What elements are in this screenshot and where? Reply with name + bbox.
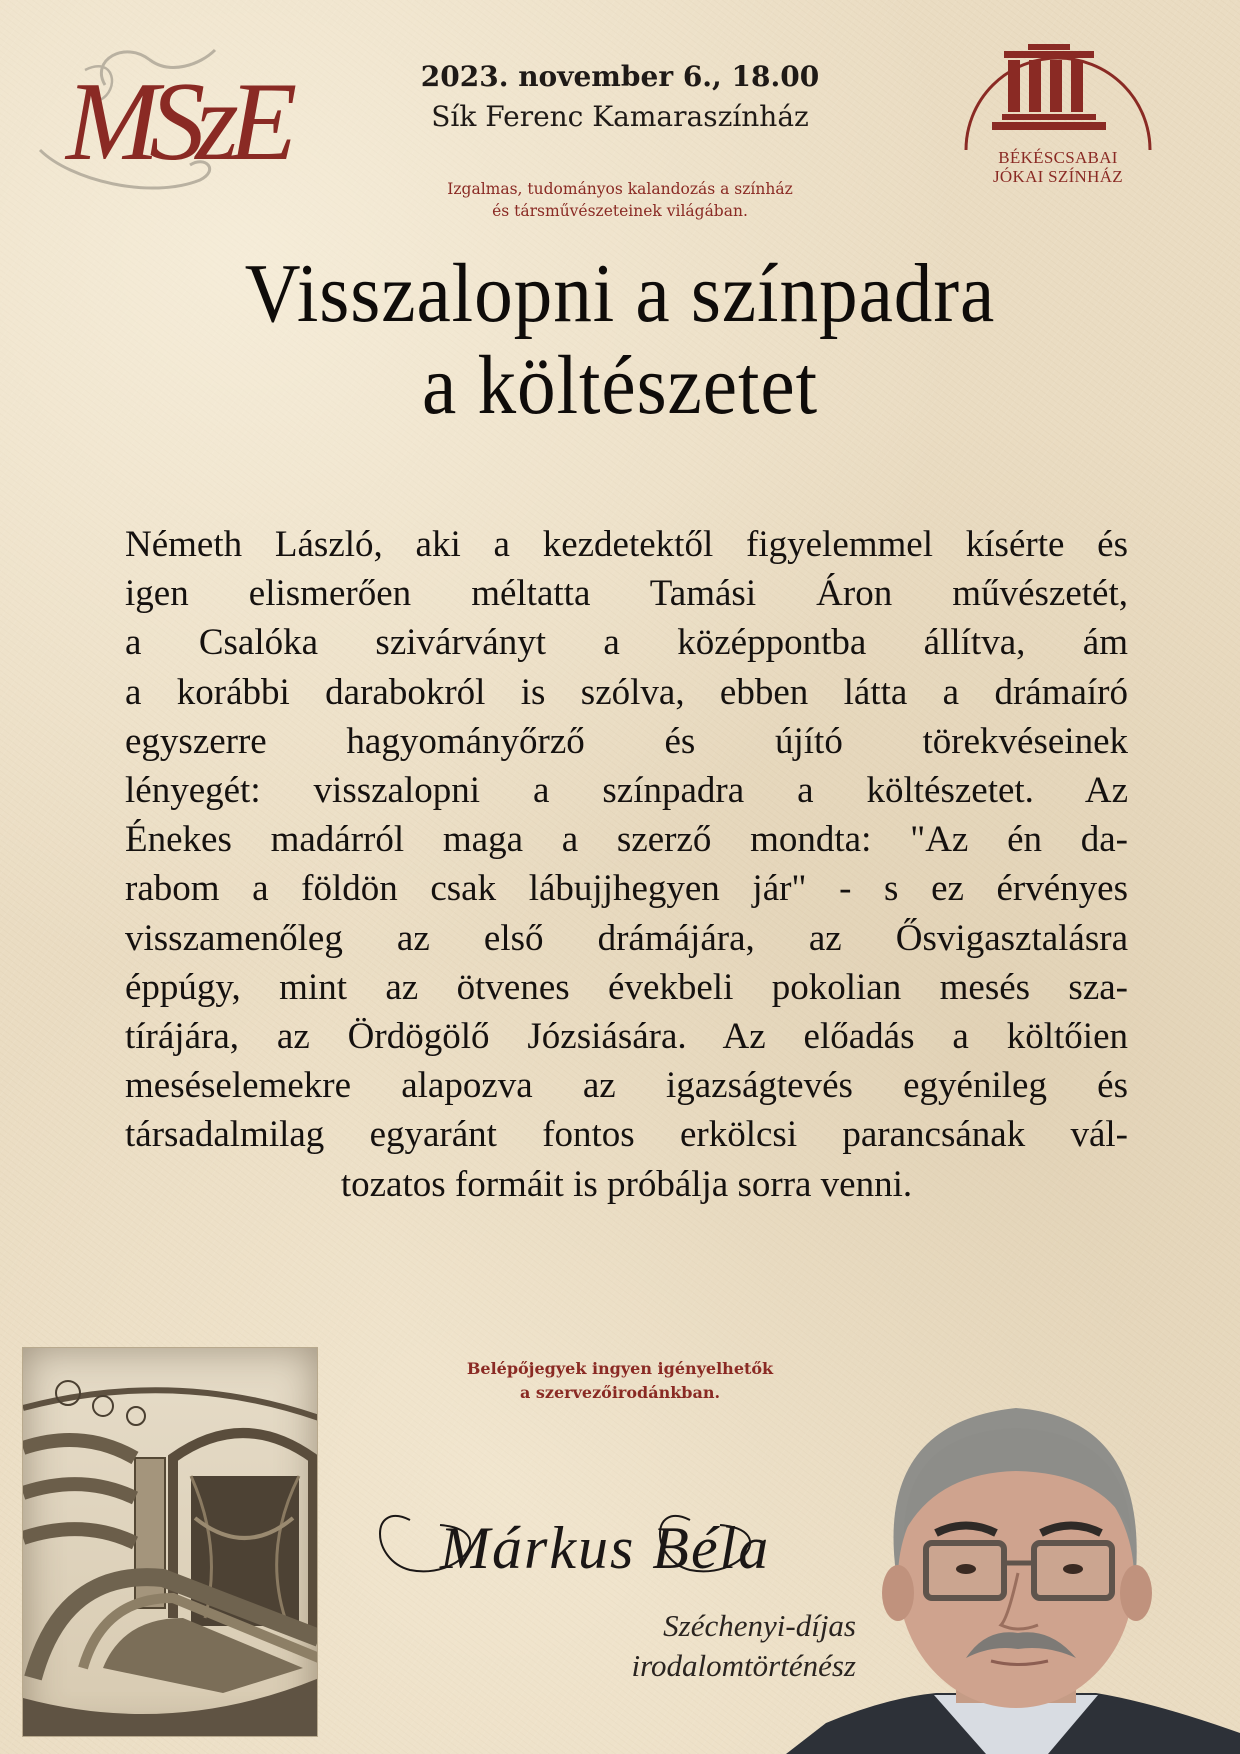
description-line: tozatos formáit is próbálja sorra venni. [340,1163,913,1205]
theatre-name-line-1: BÉKÉSCSABAI [998,148,1118,167]
description-line: igen elismerően méltatta Tamási Áron művészetét, [125,573,1128,615]
description-line: meséselemekre alapozva az igazságtevés egyénileg és [125,1065,1128,1107]
description-line: Németh László, aki a kezdetektől figyelemmel kísérte és [125,524,1128,565]
tagline-line-2: és társművészeteinek világában. [492,202,748,220]
title-line-1: Visszalopni a színpadra [244,247,996,340]
theatre-engraving-image [22,1347,318,1737]
organizer-logo-text: MSzE [66,60,288,184]
organizer-logo [30,30,300,190]
description-line: társadalmilag egyaránt fontos erkölcsi parancsának vál- [125,1114,1128,1156]
ticket-info [400,1357,840,1405]
theatre-logo-name [958,148,1158,186]
title-line-2: a költészetet [421,339,819,432]
event-title [105,248,1135,432]
event-venue: Sík Ferenc Kamaraszínház [431,100,809,133]
description-line: Énekes madárról maga a szerző mondta: "Az én da- [125,819,1128,861]
tagline-line-1: Izgalmas, tudományos kalandozás a színház [447,180,793,198]
description-line: éppúgy, mint az ötvenes évekbeli pokolian mesés sza- [125,966,1128,1008]
description-line: rabom a földön csak lábujjhegyen jár" - s ez érvényes [125,868,1128,910]
event-date-time: 2023. november 6., 18.00 [420,60,820,93]
description-line: tírájára, az Ördögölő Józsiására. Az előadás a költőien [125,1016,1128,1058]
description-line: lényegét: visszalopni a színpadra a költészetet. Az [125,770,1128,812]
speaker-name-text: Márkus Béla [440,1515,771,1581]
theatre-interior-icon [23,1348,318,1737]
theatre-logo [958,30,1178,190]
event-description [125,520,1128,1209]
speaker-portrait-image [786,1393,1240,1754]
description-line: visszamenőleg az első drámájára, az Ősvigasztalásra [125,917,1128,959]
person-portrait-icon [786,1393,1240,1754]
theatre-name-line-2: JÓKAI SZÍNHÁZ [993,167,1123,186]
description-line: egyszerre hagyományőrző és újító törekvéseinek [125,720,1128,762]
speaker-title-line-2: irodalomtörténész [631,1648,856,1683]
ticket-info-line-1: Belépőjegyek ingyen igényelhetők [466,1359,774,1378]
description-line: a korábbi darabokról is szólva, ebben látta a drámaíró [125,671,1128,713]
ticket-info-line-2: a szervezőirodánkban. [519,1383,721,1402]
speaker-title-line-1: Széchenyi-díjas [663,1608,856,1643]
event-tagline [380,178,860,222]
description-line: a Csalóka szivárványt a középpontba állítva, ám [125,622,1128,664]
